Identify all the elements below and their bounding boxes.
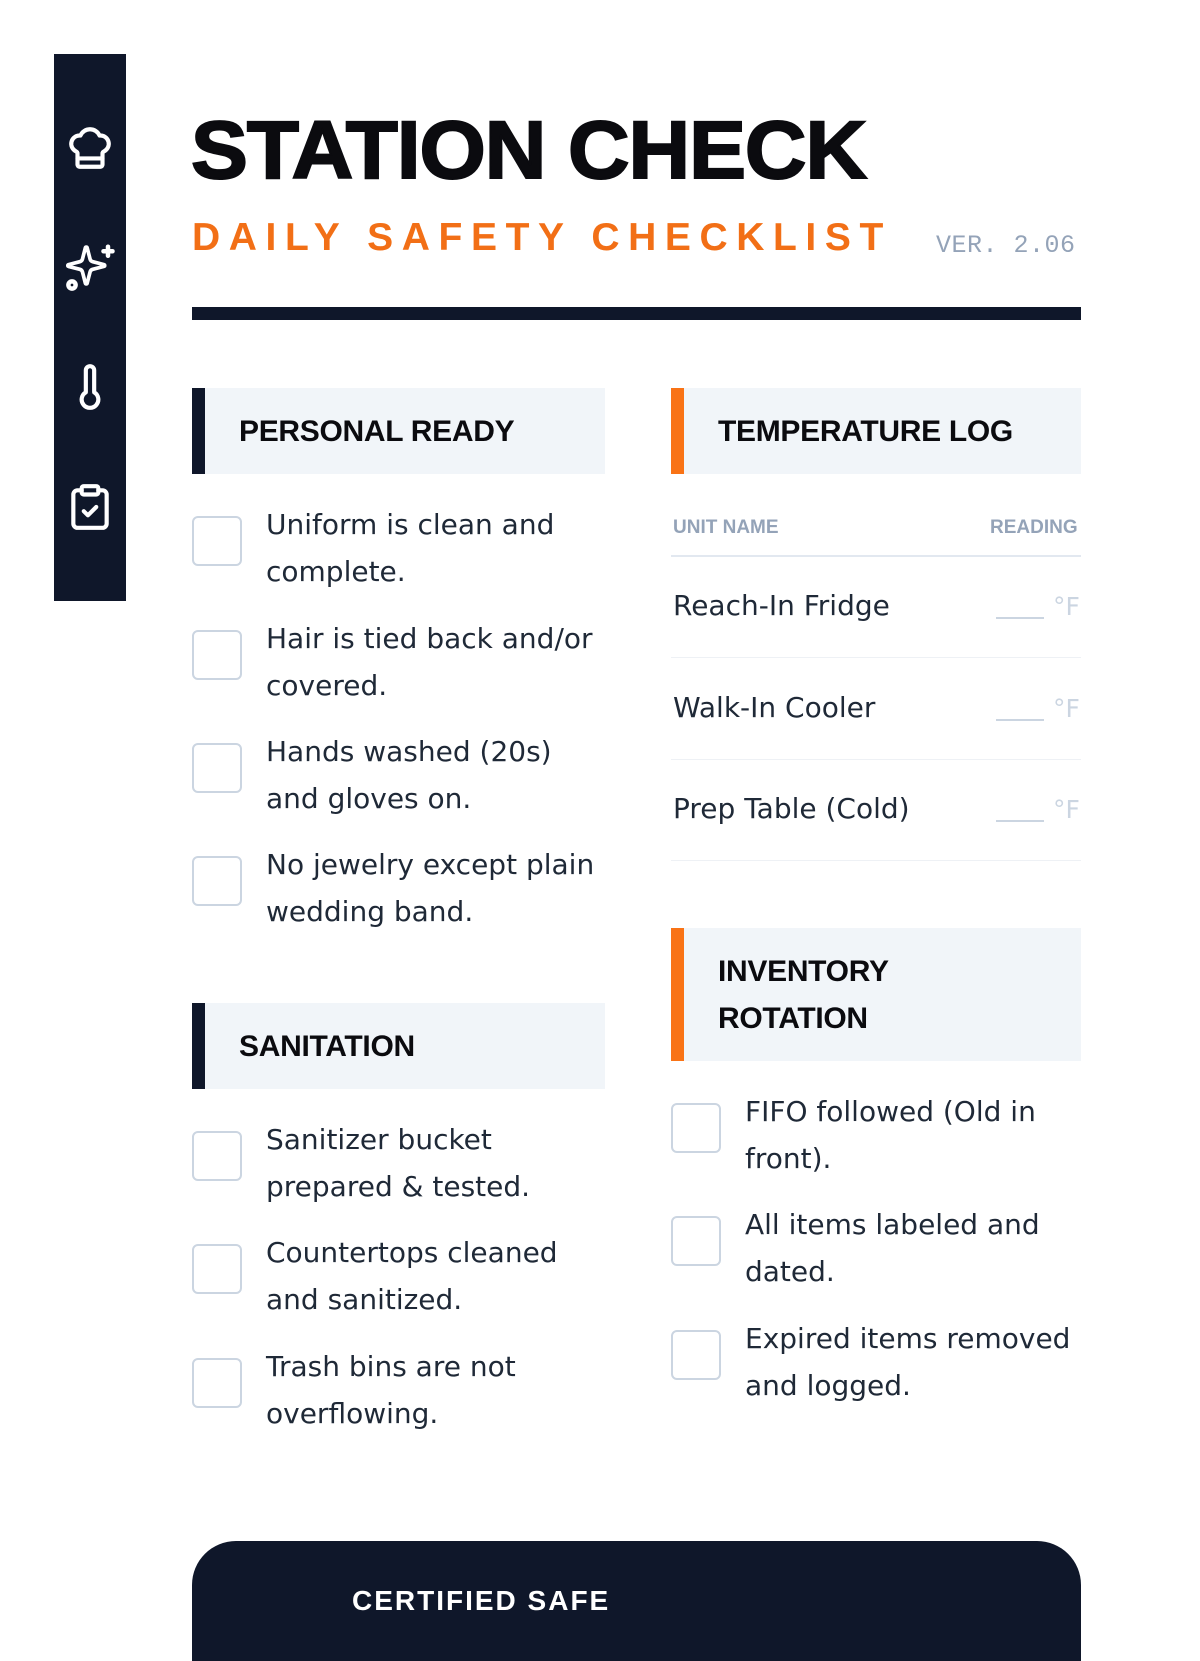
section-header-sanitation	[192, 1003, 605, 1089]
unit-name: Walk-In Cooler	[673, 691, 876, 724]
section-title: SANITATION	[239, 1029, 415, 1063]
certification-label: CERTIFIED SAFE	[352, 1585, 611, 1616]
checklist-item-label: Hands washed (20s) and gloves on.	[266, 735, 552, 815]
section-title-line-1: INVENTORY	[718, 955, 889, 988]
checkbox[interactable]	[671, 1330, 721, 1380]
checklist-item-label: Uniform is clean and complete.	[266, 508, 555, 588]
checklist-item-label: Hair is tied back and/or covered.	[266, 622, 593, 702]
checklist-item	[192, 728, 606, 822]
checklist-item	[671, 1315, 1085, 1409]
section-header-temperature-log	[671, 388, 1081, 474]
section-title-line-2: ROTATION	[718, 1002, 868, 1035]
checklist-item	[192, 841, 606, 935]
section-header-inventory-rotation	[671, 928, 1081, 1061]
column-header-unit: UNIT NAME	[673, 517, 779, 538]
checklist-item	[671, 1201, 1085, 1295]
thermometer-icon	[65, 362, 115, 412]
checklist-item	[192, 1116, 606, 1210]
checklist-item	[192, 1229, 606, 1323]
checklist-item-label: Expired items removed and logged.	[745, 1322, 1071, 1402]
checklist-item-label: Countertops cleaned and sanitized.	[266, 1236, 558, 1316]
checkbox[interactable]	[192, 1358, 242, 1408]
row-divider	[671, 759, 1081, 760]
checkbox[interactable]	[192, 516, 242, 566]
checklist-item-label: Sanitizer bucket prepared & tested.	[266, 1123, 531, 1203]
checklist-item	[671, 1088, 1085, 1182]
unit-name: Prep Table (Cold)	[673, 792, 910, 825]
header-divider	[671, 555, 1081, 557]
reading-unit: °F	[1053, 592, 1080, 621]
version-label: VER. 2.06	[936, 231, 1076, 260]
row-divider	[671, 657, 1081, 658]
reading-input[interactable]	[996, 719, 1044, 721]
certification-card	[192, 1541, 1081, 1661]
checkbox[interactable]	[671, 1103, 721, 1153]
sidebar	[54, 54, 126, 601]
page-subtitle: DAILY SAFETY CHECKLIST	[192, 216, 892, 259]
section-header-personal-ready	[192, 388, 605, 474]
sidebar-item-cleaning[interactable]	[60, 237, 120, 297]
checkbox[interactable]	[192, 743, 242, 793]
checkbox[interactable]	[192, 856, 242, 906]
row-divider	[671, 860, 1081, 861]
clipboard-check-icon	[65, 482, 115, 532]
checkbox[interactable]	[671, 1216, 721, 1266]
section-title: PERSONAL READY	[239, 414, 515, 448]
checkbox[interactable]	[192, 1244, 242, 1294]
checkbox[interactable]	[192, 1131, 242, 1181]
checklist-item	[192, 501, 606, 595]
reading-unit: °F	[1053, 694, 1080, 723]
checkbox[interactable]	[192, 630, 242, 680]
sidebar-item-checklist[interactable]	[60, 477, 120, 537]
header-divider	[192, 307, 1081, 320]
sparkles-icon	[63, 240, 117, 294]
reading-input[interactable]	[996, 820, 1044, 822]
reading-input[interactable]	[996, 617, 1044, 619]
chef-hat-icon	[65, 123, 115, 173]
checklist-item-label: No jewelry except plain wedding band.	[266, 848, 595, 928]
column-header-reading: READING	[990, 517, 1078, 538]
reading-unit: °F	[1053, 795, 1080, 824]
checklist-item-label: All items labeled and dated.	[745, 1208, 1040, 1288]
checklist-item-label: FIFO followed (Old in front).	[745, 1095, 1036, 1175]
checklist-item	[192, 1343, 606, 1437]
checklist-item-label: Trash bins are not overflowing.	[266, 1350, 516, 1430]
page-title: STATION CHECK	[191, 105, 867, 196]
sidebar-item-temperature[interactable]	[60, 357, 120, 417]
section-title: TEMPERATURE LOG	[718, 414, 1013, 448]
sidebar-item-chef[interactable]	[60, 118, 120, 178]
checklist-item	[192, 615, 606, 709]
unit-name: Reach-In Fridge	[673, 589, 890, 622]
